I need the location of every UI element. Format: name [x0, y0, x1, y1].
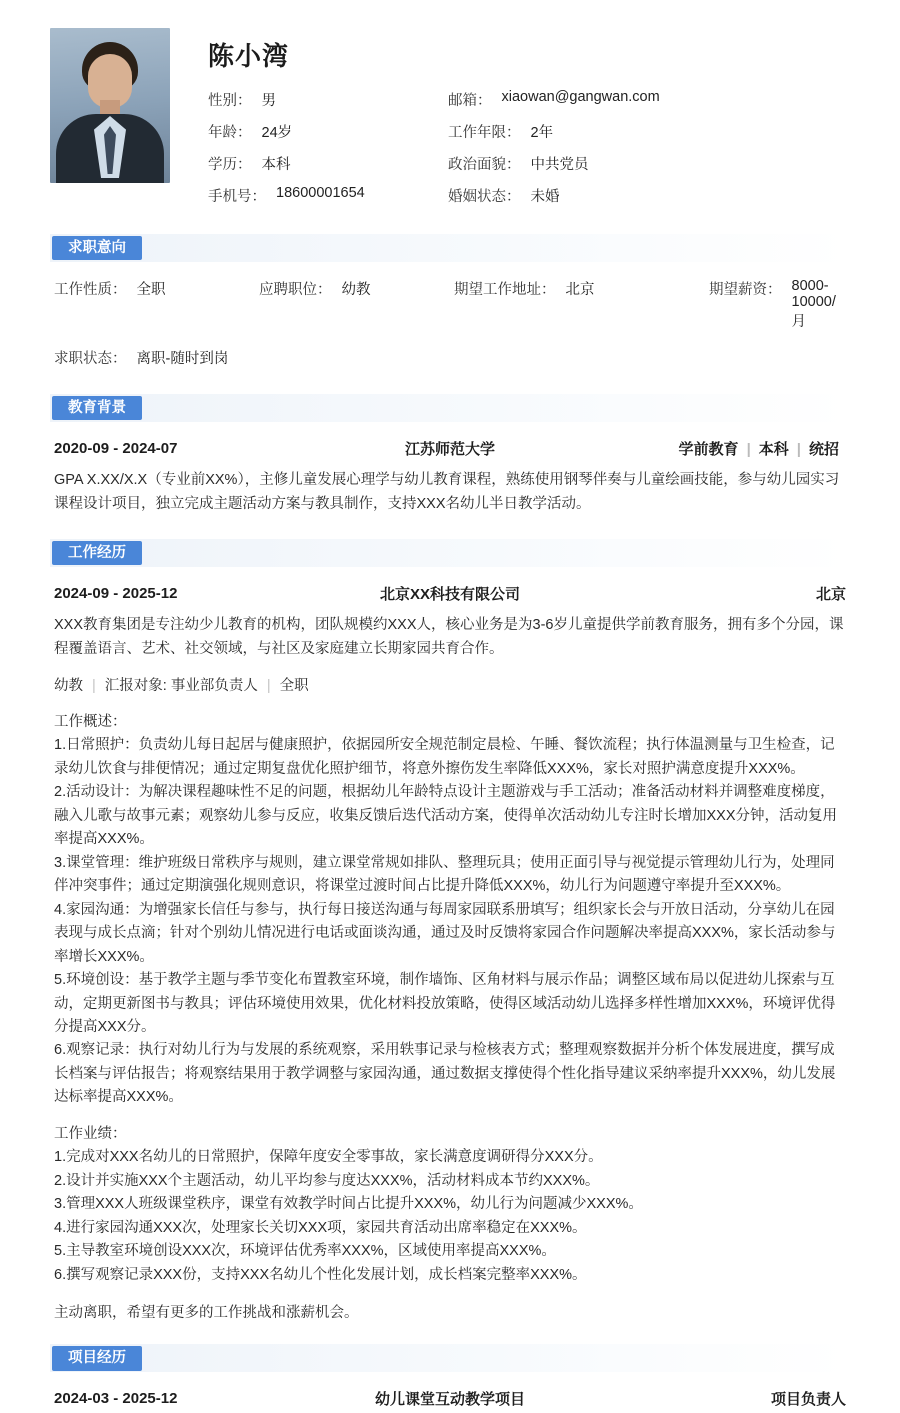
section-title-education: 教育背景: [52, 396, 142, 421]
header-details: [170, 28, 850, 206]
info-label: 婚姻状态：: [448, 189, 521, 205]
info-label: 性别：: [208, 93, 252, 109]
section-body-work: [50, 567, 850, 1326]
intent-value: 8000-10000/月: [791, 278, 836, 330]
intent-value: 全职: [136, 282, 166, 298]
resume-header: [50, 28, 850, 216]
intent-status: [54, 347, 259, 368]
education-description: GPA X.XX/X.X（专业前XX%），主修儿童发展心理学与幼儿教育课程，熟练使用钢琴伴奏与儿童绘画技能，参与幼儿园实习课程设计项目，独立完成主题活动方案与教具制作，支持XXX名幼儿半日教学活动。: [54, 472, 840, 512]
spacer: [54, 1110, 846, 1123]
work-meta: [54, 674, 846, 695]
work-role: 幼教: [54, 677, 83, 694]
work-overview-title: 工作概述：: [54, 713, 127, 730]
info-value: 18600001654: [276, 185, 365, 201]
work-achievement-title: 工作业绩：: [54, 1125, 127, 1142]
work-overview: [54, 711, 846, 1288]
intent-value: 幼教: [341, 282, 371, 298]
info-value: 2年: [530, 125, 554, 141]
info-marital: [448, 185, 850, 206]
work-achievement-item: 2.设计并实施XXX个主题活动，幼儿平均参与度达XXX%，活动材料成本节约XXX%。: [54, 1172, 600, 1189]
work-achievement-item: 5.主导教室环境创设XXX次，环境评估优秀率XXX%，区域使用率提高XXX%。: [54, 1243, 556, 1260]
info-degree: [208, 153, 448, 174]
info-label: 邮箱：: [448, 93, 492, 109]
intent-job-type: [54, 278, 259, 331]
info-experience: [448, 121, 850, 142]
work-overview-item: 3.课堂管理：维护班级日常秩序与规则，建立课堂常规如排队、整理玩具；使用正面引导与视觉提示管理幼儿行为，处理同伴冲突事件；通过定期演强化规则意识，将课堂过渡时间占比提升降低XXX%，幼儿行为问题遵守率提升至XXX%。: [54, 854, 835, 895]
project-date: 2024-03 - 2025-12: [54, 1390, 178, 1408]
info-value: 本科: [261, 157, 291, 173]
section-body-education: [50, 422, 850, 521]
education-school: 江苏师范大学: [404, 441, 495, 458]
info-label: 工作年限：: [448, 125, 521, 141]
info-label: 学历：: [208, 157, 252, 173]
work-achievement-item: 3.管理XXX人班级课堂秩序，课堂有效教学时间占比提升XXX%，幼儿行为问题减少XXX%。: [54, 1196, 643, 1213]
section-header-education: [50, 394, 850, 422]
info-label: 年龄：: [208, 125, 252, 141]
section-body-intent: [50, 262, 850, 376]
section-title-project: 项目经历: [52, 1346, 142, 1371]
info-value: 未婚: [530, 189, 560, 205]
intent-value: 离职-随时到岗: [136, 351, 229, 367]
work-entry-head: [54, 583, 846, 604]
project-name: 幼儿课堂互动教学项目: [374, 1391, 525, 1409]
page-title: 陈小湾: [208, 41, 290, 71]
work-achievement-item: 6.撰写观察记录XXX份，支持XXX名幼儿个性化发展计划，成长档案完整率XXX%。: [54, 1266, 587, 1283]
education-entry-head: [54, 438, 846, 459]
work-company: 北京XX科技有限公司: [379, 585, 520, 603]
intent-label: 期望薪资：: [709, 282, 782, 298]
project-entry-head: [54, 1388, 846, 1409]
work-job-type: 全职: [279, 677, 309, 694]
meta-divider: |: [266, 677, 271, 694]
info-political: [448, 153, 850, 174]
work-achievement-item: 1.完成对XXX名幼儿的日常照护，保障年度安全零事故，家长满意度调研得分XXX分。: [54, 1149, 603, 1166]
work-leave-reason: 主动离职，希望有更多的工作挑战和涨薪机会。: [54, 1305, 359, 1322]
work-date: 2024-09 - 2025-12: [54, 584, 178, 602]
work-location: 北京: [815, 585, 846, 603]
intent-value: 北京: [565, 282, 595, 298]
section-body-project: [50, 1372, 850, 1413]
meta-divider: |: [92, 677, 96, 694]
info-value: xiaowan@gangwan.com: [501, 89, 660, 105]
section-header-work: [50, 539, 850, 567]
info-value: 24岁: [261, 125, 293, 141]
education-meta: [616, 438, 846, 459]
project-role: 项目负责人: [770, 1391, 846, 1409]
info-phone: [208, 185, 448, 206]
work-overview-item: 6.观察记录：执行对幼儿行为与发展的系统观察，采用轶事记录与检核表方式；整理观察数据并分析个体发展进度，撰写成长档案与评估报告；将观察结果用于教学调整与家园沟通，通过数据支撑使得个性化指导建议采纳率提升XXX%，幼儿发展达标率提高XXX%。: [54, 1042, 836, 1106]
intent-salary: [709, 278, 846, 331]
intent-row-1: [54, 278, 846, 331]
info-label: 手机号：: [208, 189, 266, 205]
education-major: 学前教育: [678, 441, 739, 458]
work-overview-item: 2.活动设计：为解决课程趣味性不足的问题，根据幼儿年龄特点设计主题游戏与手工活动；准备活动材料并调整难度梯度，融入儿歌与故事元素；观察幼儿参与反应，收集反馈后迭代活动方案，使得单次活动幼儿专注时长增加XXX分钟，活动复用率提高XXX%。: [54, 784, 838, 848]
section-header-intent: [50, 234, 850, 262]
intent-location: [454, 278, 709, 331]
info-gender: [208, 89, 448, 110]
intent-position: [259, 278, 454, 331]
intent-label: 求职状态：: [54, 351, 127, 367]
info-value: 中共党员: [530, 157, 589, 173]
work-overview-item: 1.日常照护：负责幼儿每日起居与健康照护，依据园所安全规范制定晨检、午睡、餐饮流程；执行体温测量与卫生检查，记录幼儿饮食与排便情况；通过定期复盘优化照护细节，将意外擦伤发生率降低XXX%，家长对照护满意度提升XXX%。: [54, 737, 835, 777]
section-title-work: 工作经历: [52, 541, 142, 566]
work-report-to: 汇报对象: 事业部负责人: [104, 677, 258, 694]
info-label: 政治面貌：: [448, 157, 521, 173]
intent-label: 工作性质：: [54, 282, 127, 298]
intent-label: 应聘职位：: [259, 282, 332, 298]
intent-row-2: [54, 347, 846, 368]
section-header-project: [50, 1344, 850, 1372]
meta-divider: |: [796, 441, 801, 458]
education-date: 2020-09 - 2024-07: [54, 440, 178, 457]
personal-info-grid: [208, 89, 850, 206]
work-achievement-item: 4.进行家园沟通XXX次，处理家长关切XXX项，家园共育活动出席率稳定在XXX%。: [54, 1219, 587, 1236]
profile-photo: [50, 28, 170, 183]
info-age: [208, 121, 448, 142]
work-company-description: XXX教育集团是专注幼少儿教育的机构，团队规模约XXX人，核心业务是为3-6岁儿童提供学前教育服务，拥有多个分园，课程覆盖语言、艺术、社交领域，与社区及家庭建立长期家园共育合作。: [54, 616, 844, 657]
intent-label: 期望工作地址：: [454, 282, 556, 298]
education-admission: 统招: [808, 441, 839, 458]
section-title-intent: 求职意向: [52, 236, 142, 261]
work-overview-item: 5.环境创设：基于教学主题与季节变化布置教室环境，制作墙饰、区角材料与展示作品；调整区域布局以促进幼儿探索与互动，定期更新图书与教具；评估环境使用效果，优化材料投放策略，使得区域活动幼儿选择多样性增加XXX%，环境评优得分提高XXX分。: [54, 972, 836, 1035]
education-degree: 本科: [758, 441, 789, 458]
meta-divider: |: [746, 441, 751, 458]
info-value: 男: [261, 93, 276, 109]
info-email: [448, 89, 850, 110]
work-overview-item: 4.家园沟通：为增强家长信任与参与，执行每日接送沟通与每周家园联系册填写；组织家长会与开放日活动，分享幼儿在园表现与成长点滴；针对个别幼儿情况进行电话或面谈沟通，通过及时反馈将家园合作问题解决率提高XXX%，家长活动参与率增长XXX%。: [54, 901, 836, 965]
